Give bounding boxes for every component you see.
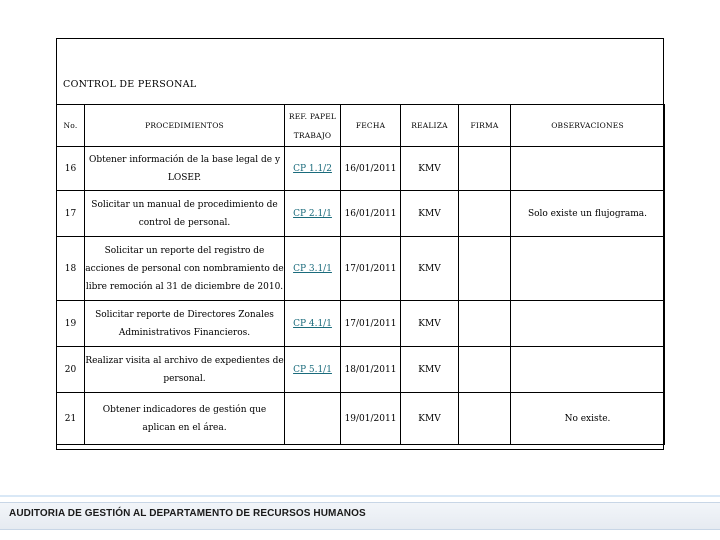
row-firma [459,301,511,347]
row-observation [511,147,665,191]
row-realiza: KMV [401,191,459,237]
section-title: CONTROL DE PERSONAL [63,79,197,90]
row-procedure: Solicitar un reporte del registro de acciones de personal con nombramiento de libre remoción al 31 de diciembre de 2010. [85,237,285,301]
row-procedure: Solicitar reporte de Directores Zonales Administrativos Financieros. [85,301,285,347]
table-row [57,393,665,445]
row-procedure: Obtener indicadores de gestión que aplican en el área. [85,393,285,445]
row-date: 19/01/2011 [341,393,401,445]
row-date: 16/01/2011 [341,147,401,191]
row-firma [459,147,511,191]
row-ref-link[interactable]: CP 3.1/1 [293,263,332,274]
table-row [57,347,665,393]
row-date: 17/01/2011 [341,237,401,301]
header-fecha: FECHA [341,105,401,147]
row-procedure: Obtener información de la base legal de y LOSEP. [85,147,285,191]
header-row [57,105,665,147]
header-ref: REF. PAPEL TRABAJO [285,105,341,147]
row-procedure: Realizar visita al archivo de expedientes de personal. [85,347,285,393]
row-realiza: KMV [401,237,459,301]
row-number: 18 [57,237,85,301]
table-row [57,237,665,301]
footer-title: AUDITORIA DE GESTIÓN AL DEPARTAMENTO DE RECURSOS HUMANOS [9,508,366,519]
row-number: 19 [57,301,85,347]
row-observation [511,237,665,301]
row-observation: Solo existe un flujograma. [511,191,665,237]
row-procedure: Solicitar un manual de procedimiento de control de personal. [85,191,285,237]
row-firma [459,191,511,237]
table-row [57,191,665,237]
row-realiza: KMV [401,301,459,347]
row-number: 17 [57,191,85,237]
control-table [56,104,665,445]
row-date: 18/01/2011 [341,347,401,393]
row-observation: No existe. [511,393,665,445]
header-observaciones: OBSERVACIONES [511,105,665,147]
row-ref-link[interactable]: CP 4.1/1 [293,318,332,329]
row-observation [511,301,665,347]
row-firma [459,393,511,445]
row-number: 20 [57,347,85,393]
row-firma [459,347,511,393]
header-procedimientos: PROCEDIMIENTOS [85,105,285,147]
row-ref-link[interactable]: CP 5.1/1 [293,364,332,375]
footer-divider [0,495,720,497]
header-firma: FIRMA [459,105,511,147]
row-firma [459,237,511,301]
row-number: 16 [57,147,85,191]
row-ref-link[interactable]: CP 1.1/2 [293,163,332,174]
row-date: 17/01/2011 [341,301,401,347]
row-realiza: KMV [401,347,459,393]
table-row [57,147,665,191]
row-observation [511,347,665,393]
table-row [57,301,665,347]
row-realiza: KMV [401,393,459,445]
row-date: 16/01/2011 [341,191,401,237]
row-number: 21 [57,393,85,445]
header-realiza: REALIZA [401,105,459,147]
header-no: No. [57,105,85,147]
row-ref-link[interactable]: CP 2.1/1 [293,208,332,219]
row-realiza: KMV [401,147,459,191]
